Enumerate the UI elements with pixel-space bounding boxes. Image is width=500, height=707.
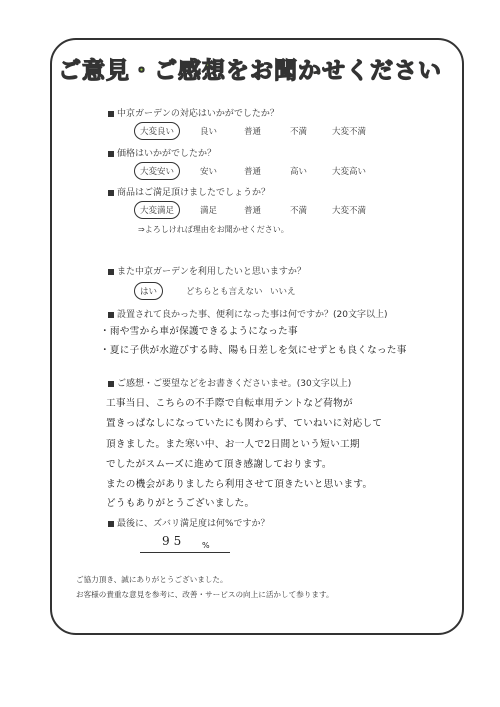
answer-5-line-1: ・雨や雪から車が保護できるようになった事 (100, 326, 298, 337)
option-3-0[interactable]: 大変満足 (134, 201, 180, 219)
bullet-square-icon (108, 312, 114, 318)
option-2-1[interactable]: 安い (200, 167, 218, 177)
footer-note: お客様の貴重な意見を参考に、改善・サービスの向上に活かして参ります。 (76, 590, 334, 599)
option-1-4[interactable]: 大変不満 (332, 127, 367, 137)
answer-6-line-1: 工事当日、こちらの不手際で自転車用テントなど荷物が (106, 398, 353, 409)
bullet-square-icon (108, 381, 114, 387)
answer-6-line-2: 置きっぱなしになっていたにも関わらず、ていねいに対応して (106, 418, 383, 429)
option-3-4[interactable]: 大変不満 (332, 206, 367, 216)
question-7: 最後に、ズバリ満足度は何%ですか？ (108, 516, 270, 529)
footer-thanks: ご協力頂き、誠にありがとうございました。 (76, 575, 228, 584)
question-3: 商品はご満足頂けましたでしょうか？ (108, 185, 270, 198)
bullet-square-icon (108, 521, 114, 527)
option-1-3[interactable]: 不満 (290, 127, 308, 137)
satisfaction-field[interactable] (140, 534, 230, 553)
option-2-2[interactable]: 普通 (244, 167, 262, 177)
option-1-1[interactable]: 良い (200, 127, 218, 137)
answer-6-line-5: またの機会がありましたら利用させて頂きたいと思います。 (106, 479, 373, 490)
option-3-3[interactable]: 不満 (290, 206, 308, 216)
reason-note: ⇒よろしければ理由をお聞かせください。 (138, 225, 289, 234)
option-2-4[interactable]: 大変高い (332, 167, 367, 177)
answer-6-line-6: どうもありがとうございました。 (106, 498, 255, 509)
option-4-1[interactable]: どちらとも言えない (186, 287, 263, 297)
question-5: 設置されて良かった事、便利になった事は何ですか？(20文字以上) (108, 307, 387, 320)
bullet-square-icon (108, 151, 114, 157)
satisfaction-value: 95 (162, 534, 186, 548)
answer-5-line-2: ・夏に子供が水遊びする時、陽も日差しを気にせずとも良くなった事 (100, 345, 407, 356)
bullet-square-icon (108, 269, 114, 275)
percent-unit: % (202, 541, 210, 550)
option-2-3[interactable]: 高い (290, 167, 308, 177)
option-4-0[interactable]: はい (134, 282, 163, 300)
question-2: 価格はいかがでしたか？ (108, 146, 216, 159)
answer-6-line-4: でしたがスムーズに進めて頂き感謝しております。 (106, 459, 332, 470)
option-4-2[interactable]: いいえ (270, 287, 296, 297)
question-4: また中京ガーデンを利用したいと思いますか？ (108, 264, 306, 277)
option-1-2[interactable]: 普通 (244, 127, 262, 137)
option-3-1[interactable]: 満足 (200, 206, 218, 216)
answer-6-line-3: 頂きました。また寒い中、お一人で2日間という短い工期 (106, 439, 360, 450)
option-1-0[interactable]: 大変良い (134, 122, 180, 140)
question-1: 中京ガーデンの対応はいかがでしたか？ (108, 106, 279, 119)
question-6: ご感想・ご要望などをお書きくださいませ。(30文字以上) (108, 376, 351, 389)
bullet-square-icon (108, 190, 114, 196)
option-3-2[interactable]: 普通 (244, 206, 262, 216)
option-2-0[interactable]: 大変安い (134, 162, 180, 180)
survey-title: ご意見・ご感想をお聞かせください (58, 58, 442, 84)
bullet-square-icon (108, 111, 114, 117)
